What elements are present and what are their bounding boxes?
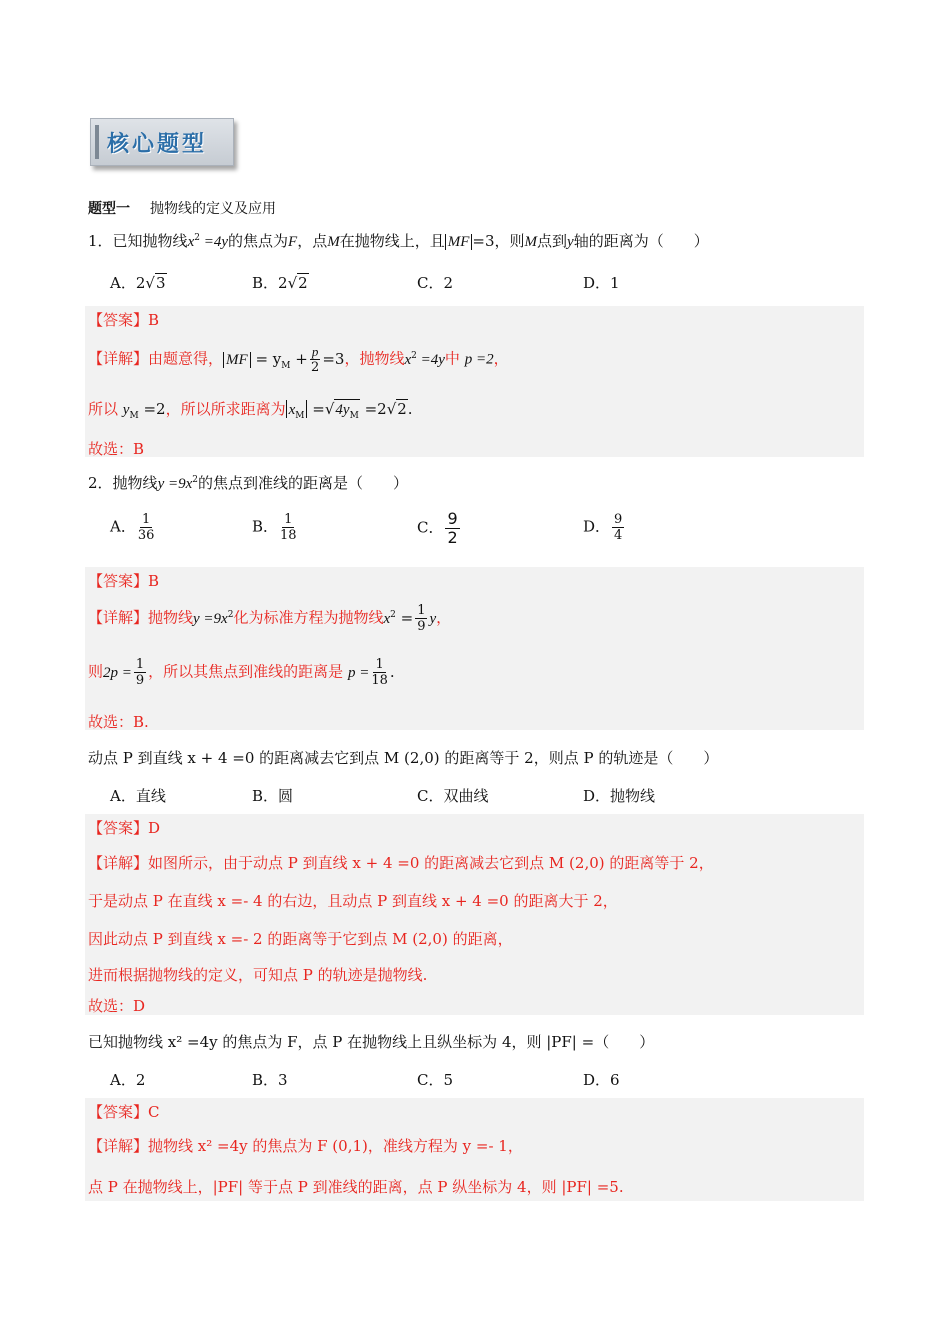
question-2-stem: 2．抛物线$y =9x^2$的焦点到准线的距离是（ ） — [88, 474, 408, 492]
q1-detail-line2: 所以 $y_M =2$，所以所求距离为 $x_M =√4y_M =2√2$. — [88, 400, 413, 421]
q3-answer: 【答案】D — [88, 819, 161, 837]
q4-option-a: A．2 — [110, 1071, 146, 1089]
q2-option-d: D． $\frac{9}{4}$ — [583, 512, 623, 543]
q1-answer: 【答案】B — [88, 311, 160, 329]
q3-option-a: A．直线 — [110, 787, 166, 805]
q3-detail-line4: 进而根据抛物线的定义，可知点 P 的轨迹是抛物线. — [88, 966, 428, 984]
q4-option-d: D．6 — [583, 1071, 620, 1089]
q1-choose: 故选：B — [88, 440, 145, 458]
q2-option-a: A． $\frac{1}{36}$ — [110, 512, 155, 543]
q3-option-c: C．双曲线 — [417, 787, 489, 805]
q4-option-c: C．5 — [417, 1071, 454, 1089]
question-4-stem: 已知抛物线 x² =4y 的焦点为 F，点 P 在抛物线上且纵坐标为 4，则 |PF| =（ ） — [88, 1033, 655, 1051]
section-heading — [88, 198, 276, 218]
q2-answer-box — [85, 567, 864, 730]
q1-option-d: D．1 — [583, 274, 620, 292]
q3-option-b: B．圆 — [252, 787, 294, 805]
q3-choose: 故选：D — [88, 997, 146, 1015]
section-title: 抛物线的定义及应用 — [150, 201, 276, 217]
q4-detail-line1: 【详解】抛物线 x² =4y 的焦点为 F (0,1)，准线方程为 y =- 1， — [88, 1137, 523, 1155]
q4-option-b: B．3 — [252, 1071, 288, 1089]
q2-answer: 【答案】B — [88, 572, 160, 590]
q2-detail-line2: 则2p = $\frac{1}{9}$ ，所以其焦点到准线的距离是 p = $\frac{1}{18}$ . — [88, 657, 395, 688]
section-banner — [90, 118, 234, 166]
q4-answer: 【答案】C — [88, 1103, 160, 1121]
question-1-stem: 1．已知抛物线$x^2 =4y$的焦点为F，点M在抛物线上，且 MF =3，则M点到y轴的距离为（ ） — [88, 232, 709, 250]
q3-option-d: D．抛物线 — [583, 787, 656, 805]
q2-detail-line1: 【详解】抛物线$y =9x^2$化为标准方程为抛物线$x^2$ = $\frac{1}{9}$ y， — [88, 603, 452, 634]
q1-option-c: C．2 — [417, 274, 454, 292]
q3-detail-line3: 因此动点 P 到直线 x =- 2 的距离等于它到点 M (2,0) 的距离， — [88, 930, 513, 948]
q1-answer-box — [85, 306, 864, 457]
q2-option-c: C． $\frac{9}{2}$ — [417, 509, 458, 547]
q2-option-b: B． $\frac{1}{18}$ — [252, 512, 297, 543]
q3-answer-box — [85, 814, 864, 1015]
q3-detail-line2: 于是动点 P 在直线 x =- 4 的右边，且动点 P 到直线 x + 4 =0 的距离大于 2， — [88, 892, 618, 910]
section-label: 题型一 — [88, 201, 130, 217]
q1-detail-line1: 【详解】由题意得， MF = $y_M$ + $\frac{p}{2}$ =3，抛物线$x^2 =4y$中 p =2， — [88, 344, 509, 375]
q4-detail-line2: 点 P 在抛物线上，|PF| 等于点 P 到准线的距离，点 P 纵坐标为 4，则 |PF| =5. — [88, 1178, 624, 1196]
question-3-stem: 动点 P 到直线 x + 4 =0 的距离减去它到点 M (2,0) 的距离等于 2，则点 P 的轨迹是（ ） — [88, 749, 719, 767]
q2-choose: 故选：B. — [88, 713, 149, 731]
q1-option-a: A．2√3 — [110, 274, 166, 292]
q3-detail-line1: 【详解】如图所示，由于动点 P 到直线 x + 4 =0 的距离减去它到点 M (2,0) 的距离等于 2， — [88, 854, 714, 872]
banner-title: 核心题型 — [107, 132, 208, 157]
q1-option-b: B．2√2 — [252, 274, 308, 292]
q4-answer-box — [85, 1098, 864, 1201]
